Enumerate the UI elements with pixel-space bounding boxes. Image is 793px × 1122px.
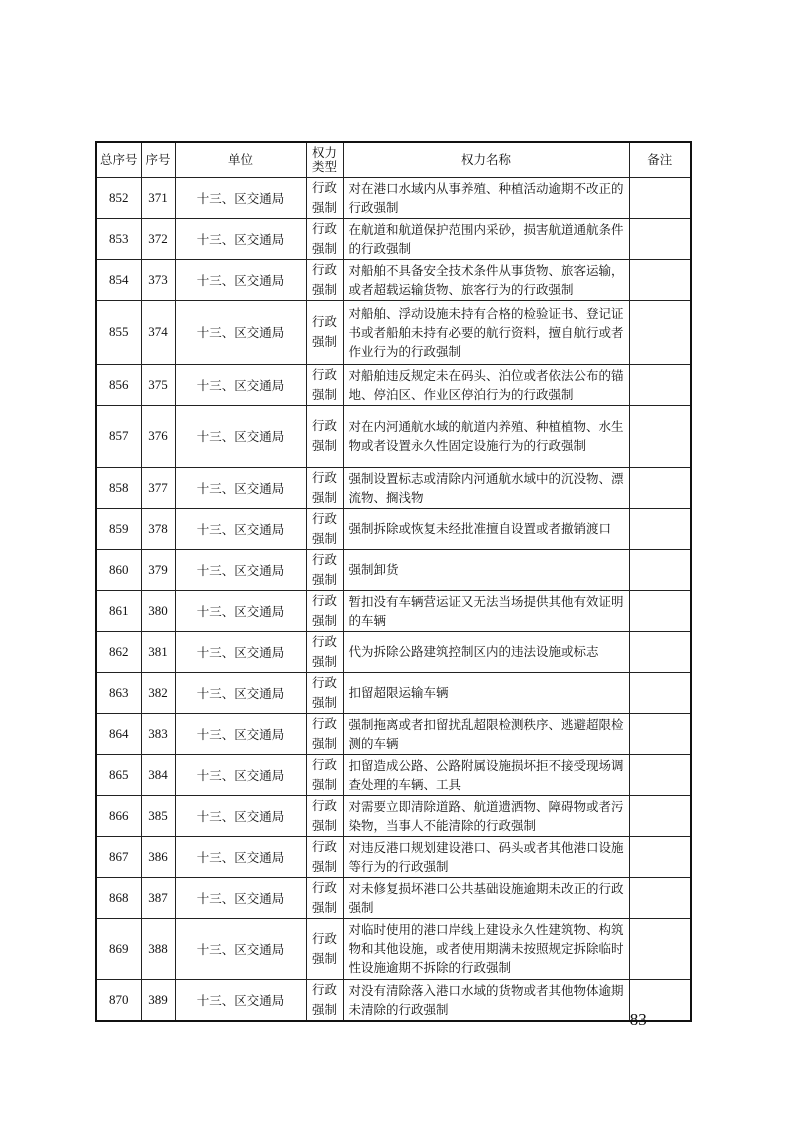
row-seq-no: 385: [141, 795, 175, 836]
row-power-name: 对船舶、浮动设施未持有合格的检验证书、登记证书或者船舶未持有必要的航行资料，擅自航行或者作业行为的行政强制: [343, 300, 629, 364]
row-total-no: 862: [96, 631, 141, 672]
row-seq-no: 377: [141, 467, 175, 508]
row-total-no: 854: [96, 259, 141, 300]
row-power-name: 对需要立即清除道路、航道遗洒物、障碍物或者污染物，当事人不能清除的行政强制: [343, 795, 629, 836]
row-unit: 十三、区交通局: [175, 754, 306, 795]
row-power-type: 行政强制: [306, 259, 343, 300]
row-unit: 十三、区交通局: [175, 467, 306, 508]
row-total-no: 858: [96, 467, 141, 508]
header-unit: 单位: [175, 142, 306, 177]
row-unit: 十三、区交通局: [175, 508, 306, 549]
table-row: [96, 508, 691, 549]
row-total-no: 870: [96, 979, 141, 1021]
row-power-type: 行政强制: [306, 877, 343, 918]
row-note: [629, 631, 691, 672]
row-power-name: 对在港口水域内从事养殖、种植活动逾期不改正的行政强制: [343, 177, 629, 218]
row-total-no: 863: [96, 672, 141, 713]
row-note: [629, 713, 691, 754]
row-power-type: 行政强制: [306, 364, 343, 405]
row-power-type: 行政强制: [306, 754, 343, 795]
row-seq-no: 381: [141, 631, 175, 672]
row-unit: 十三、区交通局: [175, 713, 306, 754]
row-unit: 十三、区交通局: [175, 405, 306, 467]
row-note: [629, 300, 691, 364]
row-total-no: 867: [96, 836, 141, 877]
row-seq-no: 382: [141, 672, 175, 713]
table-row: [96, 836, 691, 877]
row-note: [629, 259, 691, 300]
row-unit: 十三、区交通局: [175, 631, 306, 672]
row-power-type: 行政强制: [306, 795, 343, 836]
row-seq-no: 374: [141, 300, 175, 364]
row-seq-no: 386: [141, 836, 175, 877]
table-row: [96, 549, 691, 590]
row-power-type: 行政强制: [306, 979, 343, 1021]
row-unit: 十三、区交通局: [175, 177, 306, 218]
row-power-type: 行政强制: [306, 549, 343, 590]
header-note: 备注: [629, 142, 691, 177]
row-power-type: 行政强制: [306, 918, 343, 979]
table-body: [96, 177, 691, 1021]
row-total-no: 864: [96, 713, 141, 754]
row-power-type: 行政强制: [306, 405, 343, 467]
row-unit: 十三、区交通局: [175, 836, 306, 877]
row-power-type: 行政强制: [306, 590, 343, 631]
row-seq-no: 375: [141, 364, 175, 405]
row-total-no: 869: [96, 918, 141, 979]
row-total-no: 859: [96, 508, 141, 549]
row-note: [629, 795, 691, 836]
row-total-no: 853: [96, 218, 141, 259]
row-unit: 十三、区交通局: [175, 590, 306, 631]
row-power-name: 代为拆除公路建筑控制区内的违法设施或标志: [343, 631, 629, 672]
row-power-name: 对没有清除落入港口水域的货物或者其他物体逾期未清除的行政强制: [343, 979, 629, 1021]
row-total-no: 865: [96, 754, 141, 795]
row-power-name: 强制卸货: [343, 549, 629, 590]
row-seq-no: 387: [141, 877, 175, 918]
row-seq-no: 371: [141, 177, 175, 218]
table-row: [96, 672, 691, 713]
row-note: [629, 836, 691, 877]
table-row: [96, 177, 691, 218]
row-power-name: 暂扣没有车辆营运证又无法当场提供其他有效证明的车辆: [343, 590, 629, 631]
row-seq-no: 378: [141, 508, 175, 549]
row-total-no: 861: [96, 590, 141, 631]
table-row: [96, 918, 691, 979]
row-power-name: 对在内河通航水域的航道内养殖、种植植物、水生物或者设置永久性固定设施行为的行政强制: [343, 405, 629, 467]
row-unit: 十三、区交通局: [175, 877, 306, 918]
row-note: [629, 918, 691, 979]
row-seq-no: 379: [141, 549, 175, 590]
row-power-name: 强制设置标志或清除内河通航水域中的沉没物、漂流物、搁浅物: [343, 467, 629, 508]
row-power-type: 行政强制: [306, 467, 343, 508]
row-power-name: 强制拖离或者扣留扰乱超限检测秩序、逃避超限检测的车辆: [343, 713, 629, 754]
table-row: [96, 795, 691, 836]
row-power-name: 对船舶违反规定未在码头、泊位或者依法公布的锚地、停泊区、作业区停泊行为的行政强制: [343, 364, 629, 405]
row-power-type: 行政强制: [306, 713, 343, 754]
row-power-type: 行政强制: [306, 631, 343, 672]
row-seq-no: 373: [141, 259, 175, 300]
row-note: [629, 672, 691, 713]
table-row: [96, 364, 691, 405]
row-note: [629, 877, 691, 918]
row-note: [629, 467, 691, 508]
row-unit: 十三、区交通局: [175, 918, 306, 979]
row-unit: 十三、区交通局: [175, 672, 306, 713]
table-row: [96, 631, 691, 672]
table-row: [96, 754, 691, 795]
row-seq-no: 388: [141, 918, 175, 979]
row-unit: 十三、区交通局: [175, 300, 306, 364]
row-power-type: 行政强制: [306, 218, 343, 259]
page-number: — 83 —: [608, 1010, 668, 1029]
row-unit: 十三、区交通局: [175, 795, 306, 836]
power-list-table: [95, 141, 692, 1022]
row-seq-no: 380: [141, 590, 175, 631]
row-power-name: 强制拆除或恢复未经批准擅自设置或者撤销渡口: [343, 508, 629, 549]
row-power-name: 扣留超限运输车辆: [343, 672, 629, 713]
table-row: [96, 590, 691, 631]
row-total-no: 852: [96, 177, 141, 218]
row-note: [629, 405, 691, 467]
row-power-name: 对违反港口规划建设港口、码头或者其他港口设施等行为的行政强制: [343, 836, 629, 877]
row-unit: 十三、区交通局: [175, 979, 306, 1021]
table-row: [96, 405, 691, 467]
row-note: [629, 590, 691, 631]
row-total-no: 857: [96, 405, 141, 467]
row-power-name: 对未修复损坏港口公共基础设施逾期未改正的行政强制: [343, 877, 629, 918]
row-power-name: 扣留造成公路、公路附属设施损坏拒不接受现场调查处理的车辆、工具: [343, 754, 629, 795]
row-unit: 十三、区交通局: [175, 364, 306, 405]
table-row: [96, 979, 691, 1021]
row-total-no: 860: [96, 549, 141, 590]
header-power-type: 权力类型: [306, 142, 343, 177]
row-note: [629, 364, 691, 405]
row-note: [629, 549, 691, 590]
row-total-no: 855: [96, 300, 141, 364]
row-power-type: 行政强制: [306, 300, 343, 364]
row-power-name: 在航道和航道保护范围内采砂，损害航道通航条件的行政强制: [343, 218, 629, 259]
row-power-type: 行政强制: [306, 508, 343, 549]
row-seq-no: 376: [141, 405, 175, 467]
row-power-type: 行政强制: [306, 177, 343, 218]
row-power-type: 行政强制: [306, 836, 343, 877]
row-unit: 十三、区交通局: [175, 549, 306, 590]
row-total-no: 856: [96, 364, 141, 405]
row-note: [629, 177, 691, 218]
row-power-name: 对船舶不具备安全技术条件从事货物、旅客运输，或者超载运输货物、旅客行为的行政强制: [343, 259, 629, 300]
row-unit: 十三、区交通局: [175, 218, 306, 259]
row-power-type: 行政强制: [306, 672, 343, 713]
row-note: [629, 218, 691, 259]
header-total-no: 总序号: [96, 142, 141, 177]
row-total-no: 868: [96, 877, 141, 918]
table-row: [96, 259, 691, 300]
table-row: [96, 467, 691, 508]
table-row: [96, 713, 691, 754]
header-seq-no: 序号: [141, 142, 175, 177]
row-seq-no: 384: [141, 754, 175, 795]
header-power-name: 权力名称: [343, 142, 629, 177]
row-seq-no: 383: [141, 713, 175, 754]
row-note: [629, 754, 691, 795]
table-header-row: [96, 142, 691, 177]
table-row: [96, 877, 691, 918]
row-unit: 十三、区交通局: [175, 259, 306, 300]
row-seq-no: 372: [141, 218, 175, 259]
row-note: [629, 508, 691, 549]
row-seq-no: 389: [141, 979, 175, 1021]
table-row: [96, 300, 691, 364]
row-total-no: 866: [96, 795, 141, 836]
row-power-name: 对临时使用的港口岸线上建设永久性建筑物、构筑物和其他设施，或者使用期满未按照规定拆除临时性设施逾期不拆除的行政强制: [343, 918, 629, 979]
table-row: [96, 218, 691, 259]
